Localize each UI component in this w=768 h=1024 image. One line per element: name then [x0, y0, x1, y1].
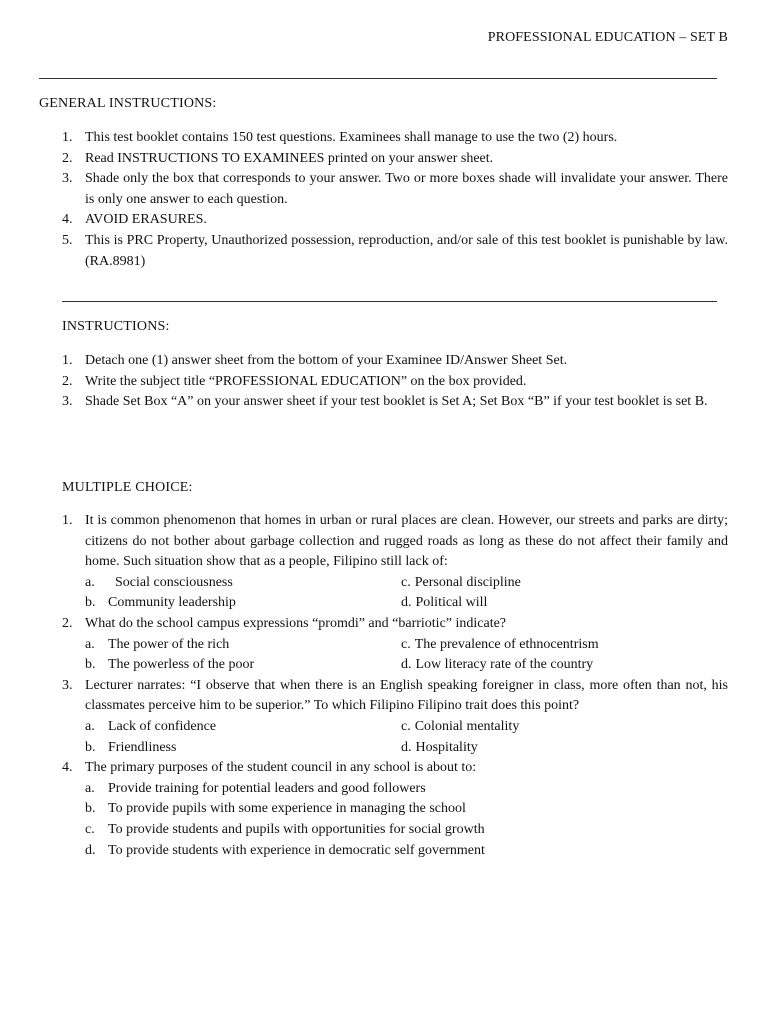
question-number: 3.: [62, 677, 73, 693]
question-text: Lecturer narrates: “I observe that when there is an English speaking foreigner in class, more often than not, his classmates perceive him to be superior.” To which Filipino Filipino trait does this point?: [85, 677, 728, 714]
question-text: The primary purposes of the student council in any school is about to:: [85, 760, 477, 776]
option-a: [85, 779, 728, 800]
question-item: [62, 614, 728, 676]
option-d: [401, 593, 728, 614]
list-item: [62, 351, 728, 372]
list-item: [62, 128, 728, 149]
option-text: Social consciousness: [108, 574, 233, 590]
option-b: [85, 593, 401, 614]
item-number: 2.: [62, 373, 73, 389]
option-d: [401, 738, 728, 759]
list-item: [62, 392, 728, 413]
item-text: Read INSTRUCTIONS TO EXAMINEES printed on your answer sheet.: [85, 150, 494, 166]
option-letter: a.: [85, 718, 95, 734]
multiple-choice-list: [62, 511, 728, 861]
option-letter: d.: [401, 739, 412, 755]
question-item: [62, 511, 728, 614]
answer-options: [85, 779, 728, 861]
option-letter: b.: [85, 657, 96, 673]
item-text: Write the subject title “PROFESSIONAL EDUCATION” on the box provided.: [85, 373, 527, 389]
question-number: 4.: [62, 760, 73, 776]
option-text: Low literacy rate of the country: [415, 657, 594, 673]
question-item: [62, 676, 728, 758]
question-text: What do the school campus expressions “promdi” and “barriotic” indicate?: [85, 615, 507, 631]
item-text: Shade Set Box “A” on your answer sheet if your test booklet is Set A; Set Box “B” if your test booklet is set B.: [85, 394, 708, 410]
option-text: Community leadership: [108, 595, 236, 611]
item-text: Detach one (1) answer sheet from the bottom of your Examinee ID/Answer Sheet Set.: [85, 353, 568, 368]
general-instructions-heading: GENERAL INSTRUCTIONS:: [39, 96, 217, 111]
header-divider: [39, 78, 717, 79]
answer-options: [85, 717, 728, 758]
option-c: [401, 717, 728, 738]
page-header-title: PROFESSIONAL EDUCATION – SET B: [487, 30, 728, 45]
option-d: [401, 655, 728, 676]
option-letter: c.: [85, 821, 95, 837]
option-letter: c.: [401, 718, 411, 734]
question-text: It is common phenomenon that homes in urban or rural places are clean. However, our streets and parks are dirty; citizens do not bother about garbage collection and rugged roads as long as these do not affect their family and home. Such situation show that as a people, Filipino still lack of:: [85, 513, 728, 570]
option-text: Friendliness: [108, 739, 177, 755]
instructions-list: [62, 351, 728, 413]
option-text: The powerless of the poor: [108, 657, 255, 673]
option-text: To provide pupils with some experience in managing the school: [108, 801, 466, 817]
option-text: Personal discipline: [414, 574, 521, 590]
option-b: [85, 655, 401, 676]
option-text: The power of the rich: [108, 636, 230, 652]
answer-options: [85, 573, 728, 614]
option-d: [85, 841, 728, 862]
option-letter: c.: [401, 574, 411, 590]
option-letter: d.: [401, 595, 412, 611]
option-b: [85, 799, 728, 820]
option-letter: a.: [85, 780, 95, 796]
item-number: 3.: [62, 171, 73, 187]
question-number: 1.: [62, 513, 73, 528]
list-item: [62, 210, 728, 231]
item-number: 1.: [62, 353, 73, 368]
option-letter: a.: [85, 636, 95, 652]
option-c: [401, 635, 728, 656]
item-text: Shade only the box that corresponds to your answer. Two or more boxes shade will invalidate your answer. There is only one answer to each question.: [85, 171, 728, 207]
list-item: [62, 169, 728, 210]
option-text: Provide training for potential leaders and good followers: [108, 780, 426, 796]
option-text: To provide students and pupils with opportunities for social growth: [108, 821, 485, 837]
option-letter: b.: [85, 801, 96, 817]
option-c: [85, 820, 728, 841]
multiple-choice-heading: MULTIPLE CHOICE:: [62, 480, 193, 495]
list-item: [62, 231, 728, 272]
item-number: 5.: [62, 232, 73, 248]
option-text: Colonial mentality: [414, 718, 520, 734]
question-number: 2.: [62, 615, 73, 631]
option-text: Hospitality: [415, 739, 478, 755]
option-b: [85, 738, 401, 759]
option-text: The prevalence of ethnocentrism: [414, 636, 599, 652]
question-item: [62, 758, 728, 861]
option-letter: b.: [85, 739, 96, 755]
section-divider: [62, 301, 717, 302]
item-text: This test booklet contains 150 test questions. Examinees shall manage to use the two (2) hours.: [85, 130, 618, 145]
item-number: 3.: [62, 394, 73, 410]
item-text: AVOID ERASURES.: [85, 212, 207, 228]
option-letter: a.: [85, 574, 95, 590]
option-letter: d.: [401, 657, 412, 673]
option-letter: b.: [85, 595, 96, 611]
option-text: Lack of confidence: [108, 718, 217, 734]
instructions-heading: INSTRUCTIONS:: [62, 319, 170, 334]
option-text: Political will: [415, 595, 488, 611]
option-a: [85, 717, 401, 738]
answer-options: [85, 635, 728, 676]
option-letter: d.: [85, 842, 96, 858]
option-c: [401, 573, 728, 594]
item-number: 2.: [62, 150, 73, 166]
list-item: [62, 372, 728, 393]
option-text: To provide students with experience in democratic self government: [108, 842, 485, 858]
item-text: This is PRC Property, Unauthorized possession, reproduction, and/or sale of this test booklet is punishable by law. (RA.8981): [85, 232, 728, 269]
general-instructions-list: [62, 128, 728, 272]
option-a: [85, 573, 401, 594]
list-item: [62, 149, 728, 170]
item-number: 4.: [62, 212, 73, 228]
option-letter: c.: [401, 636, 411, 652]
option-a: [85, 635, 401, 656]
item-number: 1.: [62, 130, 73, 145]
